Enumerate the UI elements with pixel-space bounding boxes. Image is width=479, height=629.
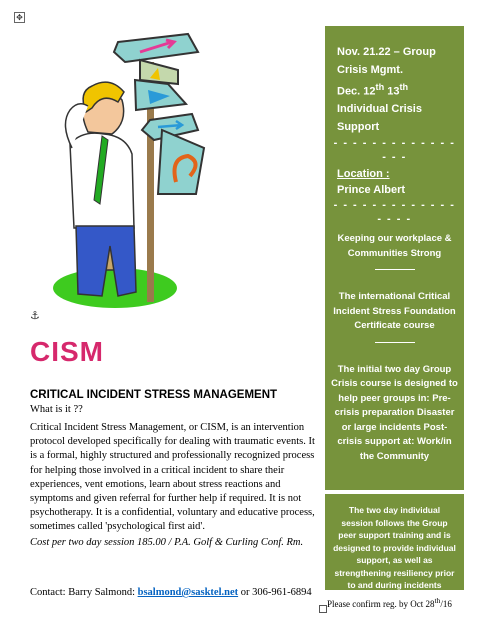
group-course-text: The initial two day Group Crisis course is designed to help peer groups in: Pre-crisis preparation Disaster or large incidents Post-crisis support at: Work/in the Community: [331, 363, 458, 462]
date-line-1: Nov. 21.22 – Group: [337, 46, 436, 58]
individual-session-panel: [325, 494, 464, 590]
contact-phone: or 306-961-6894: [238, 587, 312, 598]
page-title: CISM: [30, 336, 104, 367]
location-label: Location :: [337, 168, 390, 181]
location-value: Prince Albert: [337, 184, 406, 197]
certificate-text: The international Critical Incident Stress Foundation Certificate course: [333, 291, 456, 332]
contact-prefix: Contact: Barry Salmond:: [30, 587, 138, 598]
move-handle-icon[interactable]: ✥: [14, 12, 25, 23]
subheading: CRITICAL INCIDENT STRESS MANAGEMENT: [30, 389, 278, 401]
rule-divider: [375, 342, 415, 343]
date-line-5: Support: [337, 120, 380, 133]
individual-session-text: The two day individual session follows the Group peer support training and is designed to provide individual support, as well as strengthening resiliency prior to and during incidents: [333, 505, 456, 590]
email-link[interactable]: bsalmond@sasktel.net: [137, 587, 239, 598]
rule-divider: [375, 269, 415, 270]
resize-handle-icon[interactable]: [319, 605, 327, 613]
anchor-icon: ⚓: [30, 309, 40, 322]
divider: - - - - - - - - - - - - - - - -: [333, 137, 456, 164]
dates-block: [331, 44, 458, 136]
info-panel: [325, 26, 464, 490]
description-paragraph: Critical Incident Stress Management, or CISM, is an intervention protocol developed specifically for dealing with traumatic events. It is a formal, highly structured and professionally recognized process for helping those involved in a critical incident to share their experiences, vent emotions, learn about stress reactions and symptoms and given referral for further help if required. It is not psychotherapy. It is a confidential, voluntary and educative process, sometimes called 'psychological first aid'.: [30, 422, 315, 533]
date-line-4: Individual Crisis: [337, 103, 422, 116]
date-line-2: Crisis Mgmt.: [337, 63, 404, 76]
confirm-note: Please confirm reg. by Oct 28th/16: [327, 596, 452, 609]
cost-line: Cost per two day session 185.00 / P.A. Golf & Curling Conf. Rm.: [30, 537, 304, 548]
signpost-illustration: [30, 22, 210, 322]
date-line-3: Dec. 12th 13th: [337, 82, 409, 98]
what-is-question: What is it ??: [30, 404, 83, 415]
contact-line: [30, 587, 312, 598]
divider: - - - - - - - - - - - - - - - - -: [333, 199, 456, 226]
tagline: Keeping our workplace & Communities Strong: [337, 233, 452, 259]
